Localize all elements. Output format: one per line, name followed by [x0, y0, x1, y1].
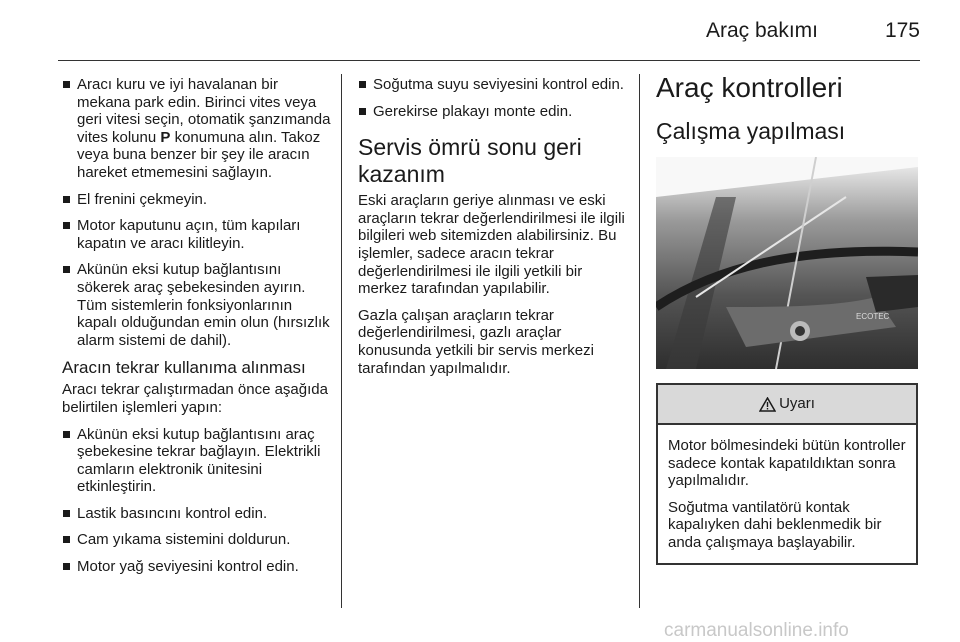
section-heading: Çalışma yapılması: [656, 118, 846, 144]
site-watermark: carmanualsonline.info: [664, 620, 849, 641]
storage-steps-list: [62, 76, 332, 349]
restart-steps-list: [62, 426, 332, 576]
list-item: Motor kaputunu açın, tüm kapıları kapatın ve aracı kilitleyin.: [62, 217, 332, 252]
list-item: Gerekirse plakayı monte edin.: [358, 103, 626, 121]
column-divider-1: [341, 74, 342, 608]
header-rule: [58, 60, 920, 61]
paragraph: Motor bölmesindeki bütün kontroller sadece kontak kapatıldıktan sonra yapılmalıdır.: [668, 437, 906, 490]
section-heading: Servis ömrü sonu geri kazanım: [358, 134, 582, 188]
section-subheading: Aracın tekrar kullanıma alınması: [62, 358, 306, 378]
final-steps-list: [358, 76, 626, 120]
warning-box: [656, 383, 918, 565]
list-item: Cam yıkama sistemini doldurun.: [62, 531, 332, 549]
column-3: [656, 72, 920, 565]
engine-bay-photo: [656, 157, 918, 369]
list-item: Motor yağ seviyesini kontrol edin.: [62, 558, 332, 576]
list-item: El frenini çekmeyin.: [62, 191, 332, 209]
list-item: Aracı kuru ve iyi havalanan bir mekana park edin. Birinci vites veya geri vitesi seçin, otomatik şanzımanda vites kolunu P konumuna alın. Takoz veya buna benzer bir şey ile aracın hareket etmemesini sağlayın.: [62, 76, 332, 182]
list-item: Akünün eksi kutup bağlantısını araç şebekesine tekrar bağlayın. Elektrikli camların elektronik ünitesini etkinleştirin.: [62, 426, 332, 496]
engine-cover-label: ECOTEC: [856, 312, 890, 321]
warning-header: [658, 385, 916, 425]
paragraph: Soğutma vantilatörü kontak kapalıyken dahi beklenmedik bir anda çalışmaya başlayabilir.: [668, 498, 882, 551]
warning-body: [658, 425, 916, 563]
list-item: Lastik basıncını kontrol edin.: [62, 505, 332, 523]
column-divider-2: [639, 74, 640, 608]
page-heading: Araç kontrolleri: [656, 72, 843, 103]
page-number: 175: [884, 19, 920, 42]
paragraph: Aracı tekrar çalıştırmadan önce aşağıda belirtilen işlemleri yapın:: [62, 381, 328, 416]
gear-position-p: P: [160, 128, 171, 146]
chapter-title: Araç bakımı: [705, 19, 818, 42]
paragraph: Gazla çalışan araçların tekrar değerlendirilmesi, gazlı araçlar konusunda yetkili bir servis merkezi tarafından yapılmalıdır.: [358, 306, 594, 377]
list-item: Soğutma suyu seviyesini kontrol edin.: [358, 76, 626, 94]
column-2: [358, 76, 626, 386]
warning-triangle-icon: [759, 397, 776, 412]
column-1: [62, 76, 332, 585]
list-item: Akünün eksi kutup bağlantısını sökerek araç şebekesinden ayırın. Tüm sistemlerin fonksiyonlarının kapalı olduğundan emin olun (hırsızlık alarm sistemi de dahil).: [62, 261, 332, 349]
warning-title: Uyarı: [779, 395, 815, 413]
paragraph: Eski araçların geriye alınması ve eski araçların tekrar değerlendirilmesi ile ilgili bilgileri web sitemizden alabilirsiniz. Bu işlemler, sadece aracın tekrar değerlendirilmesi ile ilgili yetkili bir merkez tarafından yapılabilir.: [358, 192, 625, 298]
